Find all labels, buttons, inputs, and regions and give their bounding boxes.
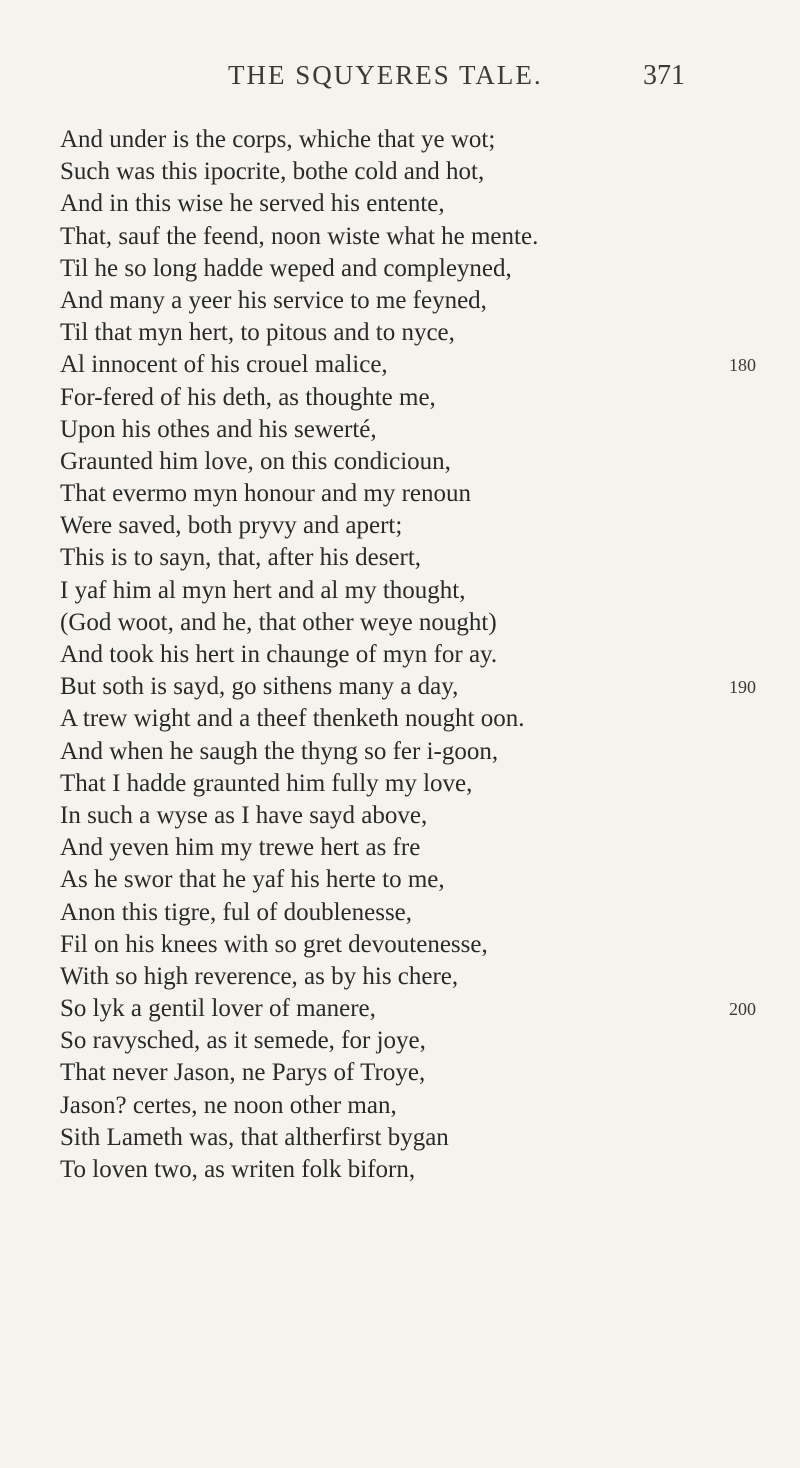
verse-line [60,221,780,253]
verse-line [60,188,780,220]
verse-line-text: And when he saugh the thyng so fer i-goon, [60,737,499,765]
verse-line [60,1122,780,1154]
verse-line-text: I yaf him al myn hert and al my thought, [60,576,466,604]
verse-line [60,156,780,188]
line-number: 180 [729,355,756,376]
verse-line [60,736,780,768]
verse-line [60,1154,780,1186]
verse-line [60,864,780,896]
verse-line-text: Til that myn hert, to pitous and to nyce, [60,319,455,347]
verse-block [60,124,780,1186]
verse-line-text: Al innocent of his crouel malice, [60,351,388,379]
verse-line [60,124,780,156]
verse-line [60,993,780,1025]
verse-line-text: For-fered of his deth, as thoughte me, [60,383,436,411]
verse-line-text: And yeven him my trewe hert as fre [60,834,421,862]
verse-line-text: (God woot, and he, that other weye nought) [60,608,497,636]
verse-line [60,800,780,832]
verse-line-text: Graunted him love, on this condicioun, [60,447,451,475]
line-number: 200 [729,999,756,1020]
verse-line-text: Fil on his knees with so gret devoutenesse, [60,930,488,958]
verse-line [60,768,780,800]
verse-line [60,349,780,381]
verse-line [60,317,780,349]
verse-line [60,478,780,510]
verse-line-text: Upon his othes and his sewerté, [60,415,377,443]
verse-line-text: This is to sayn, that, after his desert, [60,544,422,572]
page-number: 371 [643,60,685,91]
verse-line-text: Til he so long hadde weped and compleyned, [60,254,512,282]
verse-line-text: That, sauf the feend, noon wiste what he mente. [60,222,539,250]
verse-line [60,382,780,414]
verse-line [60,253,780,285]
verse-line-text: As he swor that he yaf his herte to me, [60,866,445,894]
verse-line [60,446,780,478]
verse-line [60,671,780,703]
verse-line-text: Were saved, both pryvy and apert; [60,512,403,540]
verse-line-text: So lyk a gentil lover of manere, [60,995,376,1023]
verse-line [60,897,780,929]
verse-line-text: To loven two, as writen folk biforn, [60,1156,416,1183]
verse-line [60,639,780,671]
verse-line-text: Jason? certes, ne noon other man, [60,1091,397,1119]
verse-line [60,607,780,639]
line-number: 190 [729,677,756,698]
verse-line-text: With so high reverence, as by his chere, [60,962,459,990]
verse-line-text: Sith Lameth was, that altherfirst bygan [60,1123,449,1151]
verse-line [60,414,780,446]
verse-line-text: That never Jason, ne Parys of Troye, [60,1059,426,1087]
verse-line-text: That evermo myn honour and my renoun [60,480,472,508]
verse-line [60,575,780,607]
running-title: THE SQUYERES TALE. [228,60,543,90]
verse-line [60,542,780,574]
verse-line-text: And many a yeer his service to me feyned, [60,286,487,314]
verse-line-text: And in this wise he served his entente, [60,190,445,218]
verse-line-text: In such a wyse as I have sayd above, [60,801,428,829]
verse-line-text: So ravysched, as it semede, for joye, [60,1027,426,1055]
verse-line [60,703,780,735]
verse-line-text: And took his hert in chaunge of myn for ay. [60,641,498,668]
page-header [0,60,800,100]
verse-line-text: Such was this ipocrite, bothe cold and hot, [60,158,485,186]
verse-line [60,1025,780,1057]
verse-line [60,1057,780,1089]
verse-line-text: Anon this tigre, ful of doublenesse, [60,898,413,926]
verse-line [60,961,780,993]
verse-line [60,285,780,317]
verse-line [60,832,780,864]
verse-line-text: That I hadde graunted him fully my love, [60,769,473,797]
verse-line-text: But soth is sayd, go sithens many a day, [60,673,459,701]
verse-line-text: A trew wight and a theef thenketh nought oon. [60,705,525,733]
verse-line-text: And under is the corps, whiche that ye wot; [60,126,496,153]
verse-line [60,929,780,961]
verse-line [60,510,780,542]
verse-line [60,1090,780,1122]
